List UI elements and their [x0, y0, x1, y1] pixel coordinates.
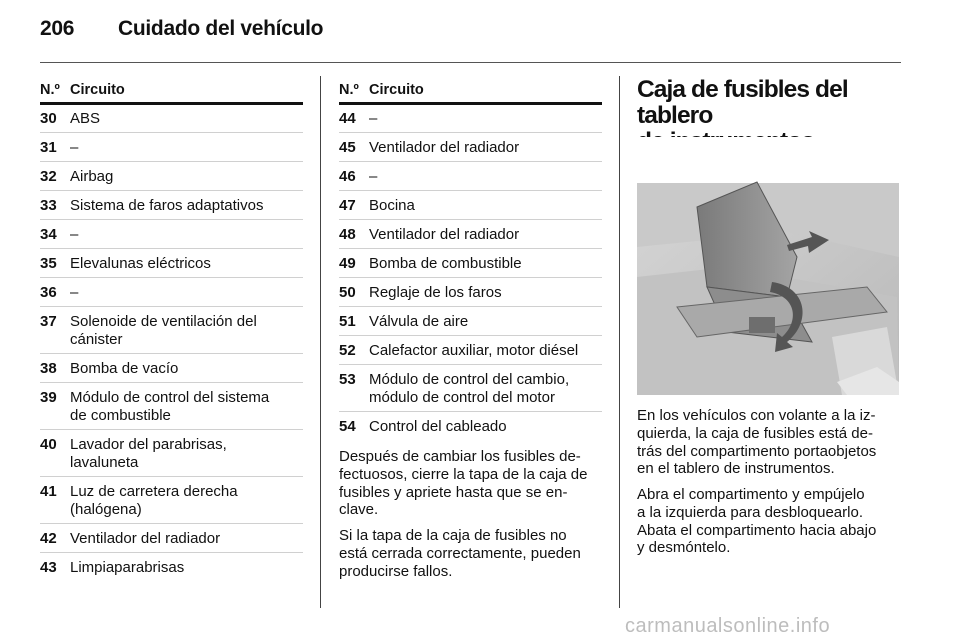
circuit-name: Módulo de control del sistema de combustible	[70, 389, 270, 424]
header-rule	[40, 62, 901, 63]
row-divider	[40, 277, 303, 278]
circuit-name: Ventilador del radiador	[369, 139, 520, 156]
fuse-number: 36	[40, 284, 57, 301]
circuit-name: –	[369, 168, 378, 185]
circuit-name: ABS	[70, 110, 101, 127]
row-divider	[40, 552, 303, 553]
circuit-name: Ventilador del radiador	[70, 530, 221, 547]
fuse-number: 34	[40, 226, 57, 243]
fuse-table-left	[40, 80, 303, 576]
circuit-name: Módulo de control del cambio, módulo de control del motor	[369, 371, 570, 406]
circuit-name: Sistema de faros adaptativos	[70, 197, 264, 214]
circuit-name: –	[70, 284, 79, 301]
row-divider	[339, 248, 602, 249]
fuse-number: 39	[40, 389, 57, 406]
fuse-number: 51	[339, 313, 356, 330]
fuse-number: 43	[40, 559, 57, 576]
row-divider	[40, 306, 303, 307]
fuse-number: 45	[339, 139, 356, 156]
column-header-circuit: Circuito	[369, 82, 424, 98]
circuit-name: –	[70, 139, 79, 156]
row-divider	[40, 429, 303, 430]
circuit-name: Bomba de vacío	[70, 360, 179, 377]
row-divider	[339, 219, 602, 220]
circuit-name: Luz de carretera derecha (halógena)	[70, 483, 238, 518]
fuse-number: 41	[40, 483, 57, 500]
fuse-number: 40	[40, 436, 57, 453]
row-divider	[40, 353, 303, 354]
row-divider	[40, 219, 303, 220]
fuse-number: 47	[339, 197, 356, 214]
table-header	[40, 80, 303, 105]
paragraph-faults-warning: Si la tapa de la caja de fusibles no está cerrada correctamente, pueden producirse fallos.	[339, 527, 581, 580]
circuit-name: Lavador del parabrisas, lavaluneta	[70, 436, 227, 471]
circuit-name: Ventilador del radiador	[369, 226, 520, 243]
row-divider	[40, 161, 303, 162]
fuse-number: 38	[40, 360, 57, 377]
column-header-number: N.º	[40, 82, 60, 98]
circuit-name: –	[70, 226, 79, 243]
row-divider	[40, 190, 303, 191]
fuse-table-right	[339, 80, 602, 435]
row-divider	[339, 277, 602, 278]
fuse-number: 54	[339, 418, 356, 435]
row-divider	[339, 161, 602, 162]
row-divider	[40, 248, 303, 249]
fuse-box-illustration	[637, 137, 899, 395]
fuse-number: 31	[40, 139, 57, 156]
fuse-number: 52	[339, 342, 356, 359]
column-header-circuit: Circuito	[70, 82, 125, 98]
paragraph-removal-steps: Abra el compartimento y empújelo a la izquierda para desbloquearlo. Abata el compartimento hacia abajo y desmóntelo.	[637, 486, 877, 557]
fuse-number: 53	[339, 371, 356, 388]
row-divider	[339, 132, 602, 133]
circuit-name: Limpiaparabrisas	[70, 559, 185, 576]
fuse-number: 49	[339, 255, 356, 272]
fuse-number: 32	[40, 168, 57, 185]
circuit-name: Válvula de aire	[369, 313, 469, 330]
row-divider	[40, 382, 303, 383]
fuse-number: 30	[40, 110, 57, 127]
circuit-name: Airbag	[70, 168, 114, 185]
circuit-name: Bocina	[369, 197, 415, 214]
fuse-number: 37	[40, 313, 57, 330]
page-section-title: Cuidado del vehículo	[118, 17, 324, 40]
fuse-number: 46	[339, 168, 356, 185]
circuit-name: Solenoide de ventilación del cánister	[70, 313, 257, 348]
table-header	[339, 80, 602, 105]
fuse-number: 35	[40, 255, 57, 272]
fuse-number: 48	[339, 226, 356, 243]
fuse-number: 33	[40, 197, 57, 214]
row-divider	[339, 190, 602, 191]
circuit-name: Elevalunas eléctricos	[70, 255, 211, 272]
section-heading: Caja de fusibles del tablero	[637, 76, 848, 129]
row-divider	[339, 306, 602, 307]
column-divider	[320, 76, 321, 608]
paragraph-fuse-location: En los vehículos con volante a la iz- quierda, la caja de fusibles está de- trás del compartimento portaobjetos en el tablero de instrumentos.	[637, 407, 877, 478]
fuse-number: 42	[40, 530, 57, 547]
row-divider	[339, 411, 602, 412]
fuse-number: 44	[339, 110, 356, 127]
circuit-name: Reglaje de los faros	[369, 284, 502, 301]
row-divider	[40, 523, 303, 524]
circuit-name: Control del cableado	[369, 418, 507, 435]
page-number: 206	[40, 17, 75, 40]
row-divider	[40, 476, 303, 477]
circuit-name: Calefactor auxiliar, motor diésel	[369, 342, 579, 359]
row-divider	[40, 132, 303, 133]
fuse-number: 50	[339, 284, 356, 301]
circuit-name: Bomba de combustible	[369, 255, 522, 272]
row-divider	[339, 335, 602, 336]
circuit-name: –	[369, 110, 378, 127]
watermark: carmanualsonline.info	[625, 615, 831, 637]
paragraph-close-cover: Después de cambiar los fusibles de- fectuosos, cierre la tapa de la caja de fusibles y apriete hasta que se en- clave.	[339, 448, 588, 519]
column-divider	[619, 76, 620, 608]
row-divider	[339, 364, 602, 365]
column-header-number: N.º	[339, 82, 359, 98]
